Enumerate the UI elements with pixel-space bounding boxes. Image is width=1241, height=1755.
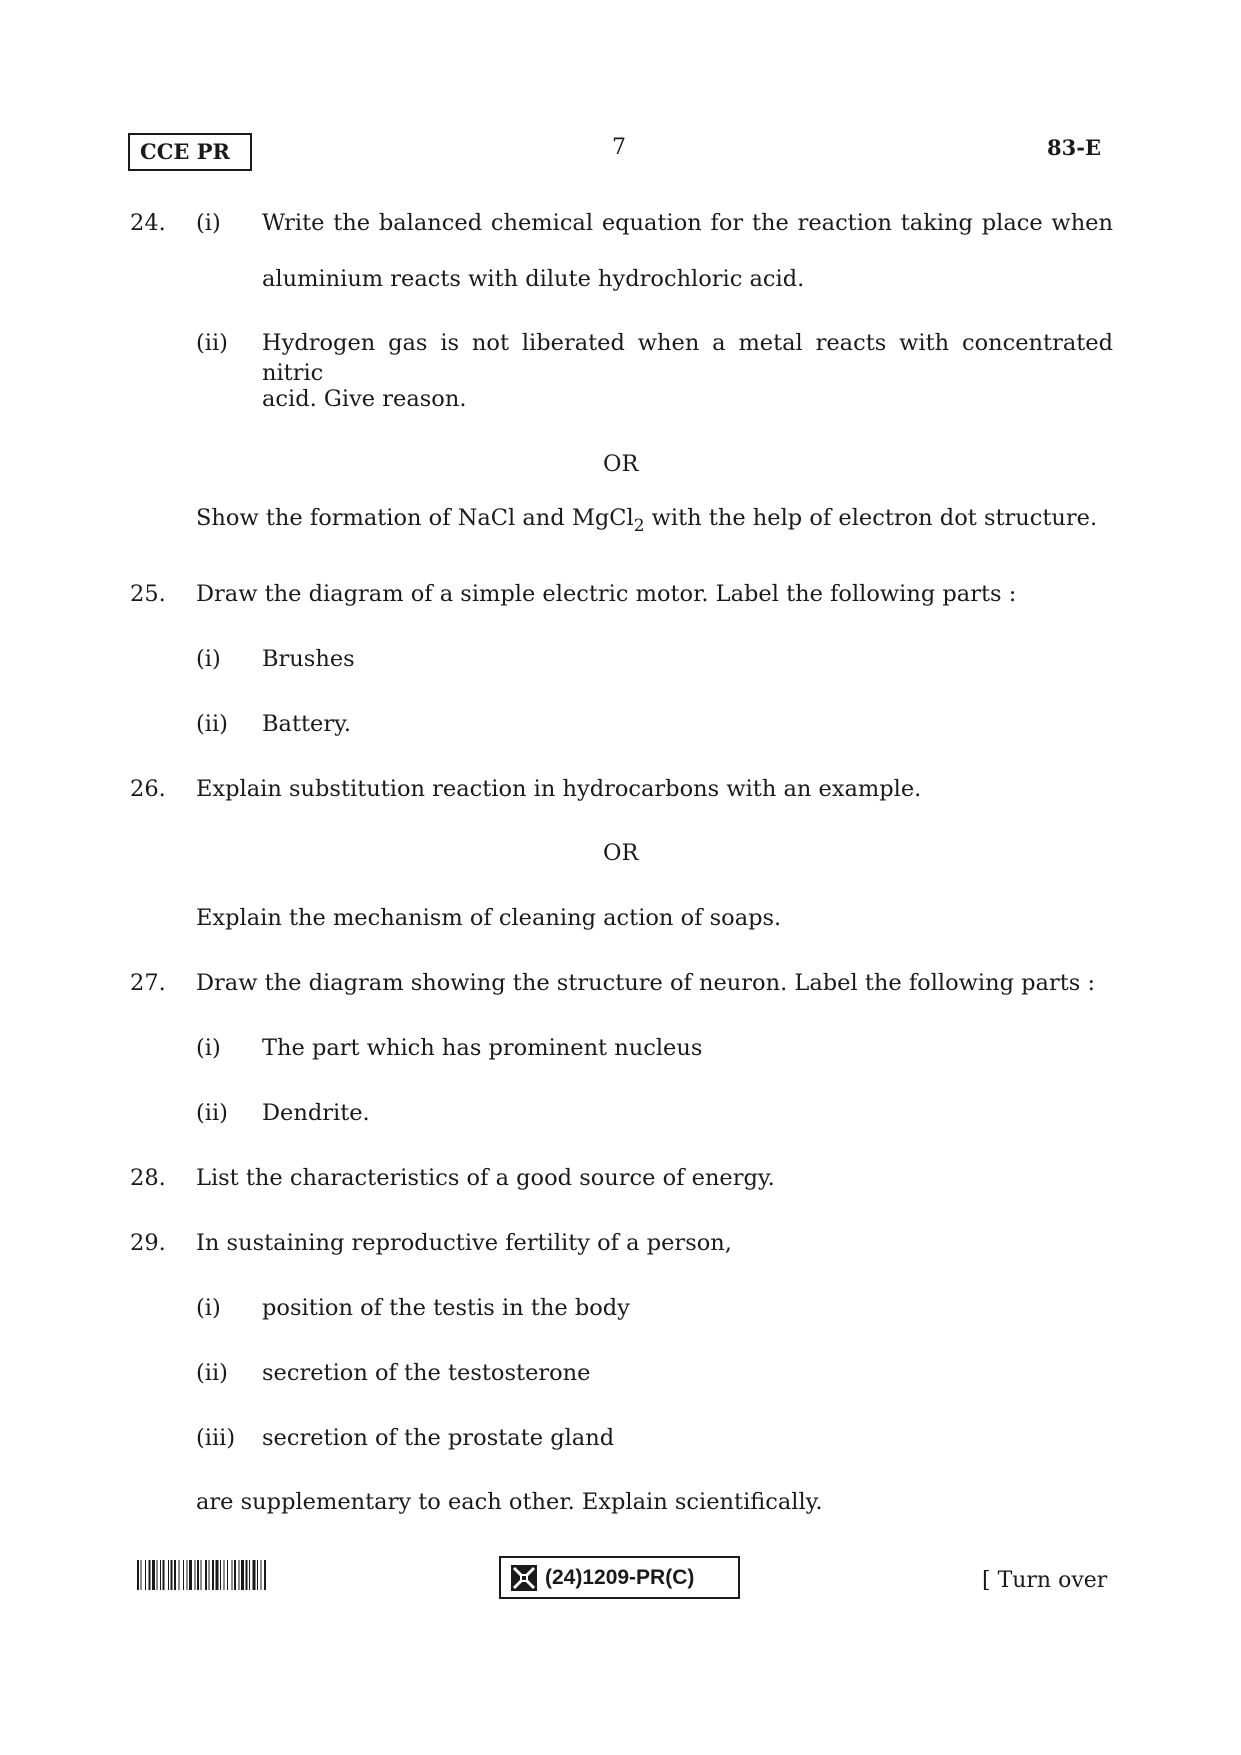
paper-code: 83-E — [1047, 135, 1101, 160]
reference-box — [499, 1556, 740, 1599]
series-label: CCE PR — [128, 133, 252, 171]
q24-part-ii-line2: acid. Give reason. — [262, 386, 467, 412]
q25-part-ii-text: Battery. — [262, 711, 351, 737]
question-number-25: 25. — [130, 581, 166, 607]
qr-code-icon — [511, 1565, 537, 1591]
q29-text: In sustaining reproductive fertility of a person, — [196, 1230, 732, 1256]
q27-text: Draw the diagram showing the structure of neuron. Label the following parts : — [196, 970, 1096, 996]
q29-part-i-text: position of the testis in the body — [262, 1295, 630, 1321]
q24-part-ii-line1: Hydrogen gas is not liberated when a metal reacts with concentrated nitric — [262, 330, 1113, 386]
q24-alt-subscript: 2 — [633, 516, 645, 536]
q27-part-i-text: The part which has prominent nucleus — [262, 1035, 703, 1061]
q29-part-iii-text: secretion of the prostate gland — [262, 1425, 615, 1451]
q27-part-ii-marker: (ii) — [196, 1100, 228, 1126]
q25-part-ii-marker: (ii) — [196, 711, 228, 737]
q24-part-i-line1: Write the balanced chemical equation for the reaction taking place when — [262, 210, 1113, 236]
q28-text: List the characteristics of a good source of energy. — [196, 1165, 775, 1191]
q29-part-ii-marker: (ii) — [196, 1360, 228, 1386]
q29-part-ii-text: secretion of the testosterone — [262, 1360, 591, 1386]
page-number: 7 — [612, 135, 626, 160]
q24-part-i-line2: aluminium reacts with dilute hydrochloric acid. — [262, 266, 805, 292]
question-number-26: 26. — [130, 776, 166, 802]
turn-over-note: [ Turn over — [982, 1568, 1108, 1593]
q25-part-i-marker: (i) — [196, 646, 221, 672]
q24-part-i-marker: (i) — [196, 210, 221, 236]
q24-or-divider: OR — [603, 451, 639, 477]
barcode — [137, 1560, 381, 1590]
q29-part-i-marker: (i) — [196, 1295, 221, 1321]
question-number-24: 24. — [130, 210, 166, 236]
q24-alt-part1: Show the formation of NaCl and MgCl — [196, 505, 634, 531]
reference-code: (24)1209-PR(C) — [545, 1565, 695, 1589]
q24-alt-part2: with the help of electron dot structure. — [644, 505, 1098, 531]
question-number-29: 29. — [130, 1230, 166, 1256]
question-number-28: 28. — [130, 1165, 166, 1191]
q25-part-i-text: Brushes — [262, 646, 355, 672]
q25-text: Draw the diagram of a simple electric motor. Label the following parts : — [196, 581, 1017, 607]
q24-alternative — [196, 503, 1097, 535]
q29-part-iii-marker: (iii) — [196, 1425, 236, 1451]
q26-text: Explain substitution reaction in hydrocarbons with an example. — [196, 776, 922, 802]
q24-part-ii-marker: (ii) — [196, 330, 228, 356]
question-number-27: 27. — [130, 970, 166, 996]
q27-part-i-marker: (i) — [196, 1035, 221, 1061]
q27-part-ii-text: Dendrite. — [262, 1100, 370, 1126]
q26-or-divider: OR — [603, 840, 639, 866]
q26-alternative: Explain the mechanism of cleaning action of soaps. — [196, 905, 782, 931]
q29-closing: are supplementary to each other. Explain scientifically. — [196, 1489, 823, 1515]
